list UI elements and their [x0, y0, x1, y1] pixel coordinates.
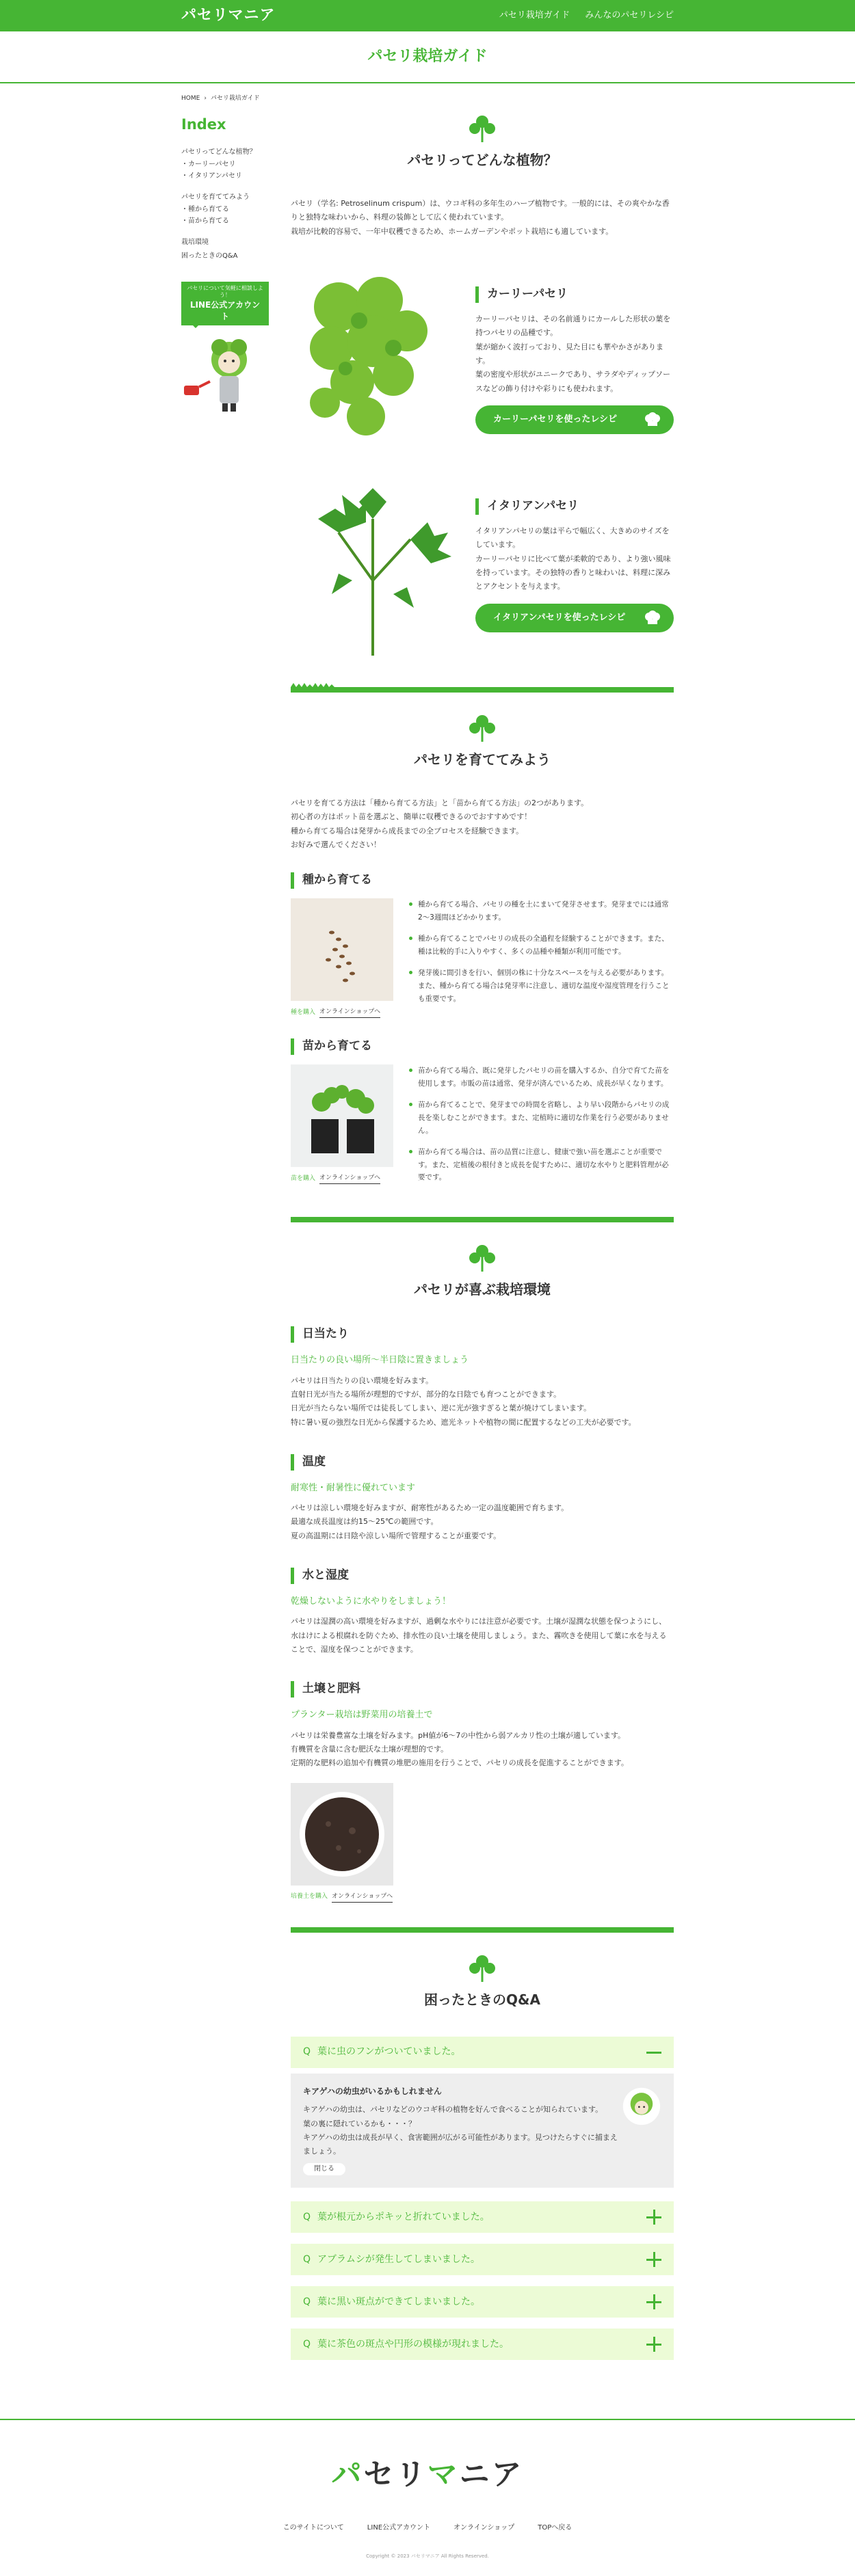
copyright: Copyright © 2023 パセリマニア All Rights Reserved.	[366, 2553, 489, 2560]
variety-curly	[291, 266, 674, 451]
soil-text: パセリは栄養豊富な土壌を好みます。pH値が6〜7の中性から弱アルカリ性の土壌が適しています。 有機質を含量に含む肥沃な土壌が理想的です。 定期的な肥料の追加や有機質の堆肥の施用を行うことで、パセリの成長を促進することができます。	[291, 1730, 629, 1768]
grow-title: パセリを育ててみよう	[414, 751, 551, 768]
index-link-grow[interactable]: パセリを育ててみよう	[181, 193, 250, 201]
index-link-seed[interactable]: ・種から育てる	[181, 205, 229, 213]
page-title: パセリ栽培ガイド	[367, 48, 488, 66]
seed-bullets	[408, 898, 674, 1018]
sidebar	[181, 93, 270, 2371]
curly-recipe-label: カーリーパセリを使ったレシピ	[493, 414, 618, 425]
section-intro	[291, 93, 674, 693]
parsley-leaf-icon	[467, 113, 497, 144]
footer-link-about[interactable]: このサイトについて	[282, 2524, 344, 2532]
curly-parsley-image	[291, 266, 455, 451]
variety-italian	[291, 478, 674, 662]
list-item: 種から育てることでパセリの成長の全過程を経験することができます。また、種は比較的手に入りやすく、多くの品種や種類が利用可能です。	[408, 933, 674, 958]
chef-hat-icon	[644, 412, 661, 427]
index-link-italian[interactable]: ・イタリアンパセリ	[181, 172, 242, 180]
index-link-curly[interactable]: ・カーリーパセリ	[181, 160, 236, 168]
site-logo[interactable]: パセリマニア	[181, 7, 276, 25]
logo-part: パ	[331, 2457, 364, 2493]
seedling-title: 苗から育てる	[291, 1038, 674, 1055]
parsley-leaf-icon	[467, 713, 497, 743]
logo-part: ニア	[459, 2457, 524, 2493]
line-badge-big: LINE公式アカウント	[189, 299, 261, 321]
plus-icon[interactable]	[646, 2294, 661, 2309]
soil-subtitle: プランター栽培は野菜用の培養土で	[291, 1710, 433, 1721]
italian-title: イタリアンパセリ	[475, 498, 674, 515]
parsley-leaf-icon	[467, 1953, 497, 1983]
sunlight-title: 日当たり	[291, 1326, 674, 1343]
faq-answer	[291, 2074, 674, 2188]
italian-recipe-button[interactable]	[475, 604, 674, 632]
env-title: パセリが喜ぶ栽培環境	[414, 1281, 551, 1298]
grass-divider	[291, 1213, 674, 1222]
online-shop-link[interactable]: オンラインショップへ	[319, 1006, 380, 1018]
water-text: パセリは湿潤の高い環境を好みますが、過剰な水やりには注意が必要です。土壌が湿潤な状態を保つようにし、水はけによる根腐れを防ぐため、排水性の良い土壌を使用しましょう。また、霧吹きを使用して葉に水を与えることで、湿度を保つことができます。	[291, 1617, 667, 1654]
footer-link-shop[interactable]: オンラインショップ	[453, 2524, 515, 2532]
footer-link-line[interactable]: LINE公式アカウント	[367, 2524, 431, 2532]
curly-title: カーリーパセリ	[475, 286, 674, 303]
seed-row	[291, 898, 674, 1018]
index-link-seedling[interactable]: ・苗から育てる	[181, 217, 229, 225]
line-badge[interactable]	[181, 282, 269, 325]
line-banner[interactable]	[181, 282, 270, 420]
answer-text: キアゲハの幼虫は、パセリなどのウコギ科の植物を好んで食べることが知られています。 葉の裏に隠れているかも・・・？ キアゲハの幼虫は成長が早く、食害範囲が広がる可能性があります。見つけたらすぐに捕まえましょう。	[303, 2105, 618, 2156]
faq-question-text: 葉に虫のフンがついていました。	[317, 2046, 461, 2058]
plus-icon[interactable]	[646, 2210, 661, 2225]
sunlight-subtitle: 日当たりの良い場所〜半日陰に置きましょう	[291, 1355, 469, 1366]
intro-text: パセリ（学名: Petroselinum crispum）は、ウコギ科の多年生のハーブ植物です。一般的には、その爽やかな香りと独特な味わいから、料理の装飾として広く使われています。 栽培が比較的容易で、一年中収穫できるため、ホームガーデンやポット栽培にも適しています。	[291, 199, 670, 236]
faq-question-text: 葉に茶色の斑点や円形の模様が現れました。	[317, 2338, 510, 2350]
site-footer	[0, 2419, 855, 2576]
grass-divider	[291, 1923, 674, 1933]
soil-image	[291, 1783, 393, 1886]
temperature-title: 温度	[291, 1454, 674, 1471]
temperature-text: パセリは涼しい環境を好みますが、耐寒性があるため一定の温度範囲で育ちます。 最適な成長温度は約15〜25℃の範囲です。 夏の高温期には日陰や涼しい場所で管理することが重要です。	[291, 1503, 569, 1540]
q-mark: Q	[303, 2296, 311, 2307]
q-mark: Q	[303, 2046, 311, 2058]
faq-question[interactable]	[291, 2244, 674, 2275]
header-nav	[499, 8, 674, 23]
faq-question-open[interactable]	[291, 2037, 674, 2068]
main-content	[291, 93, 674, 2371]
faq-question-text: 葉が根元からポキッと折れていました。	[317, 2211, 490, 2223]
index-link-plant[interactable]: パセリってどんな植物？	[181, 148, 256, 156]
breadcrumb-home[interactable]: HOME	[181, 95, 200, 102]
answer-title: キアゲハの幼虫がいるかもしれません	[303, 2086, 442, 2096]
parsley-mascot-icon	[181, 332, 263, 414]
seedling-bullets	[408, 1064, 674, 1192]
buy-seed-link[interactable]: 種を購入	[291, 1008, 316, 1016]
buy-soil-link[interactable]: 培養土を購入	[291, 1893, 328, 1901]
list-item: 発芽後に間引きを行い、個別の株に十分なスペースを与える必要があります。また、種から育てる場合は発芽率に注意し、適切な温度や湿度管理を行うことも重要です。	[408, 967, 674, 1006]
faq-question-text: アブラムシが発生してしまいました。	[317, 2253, 480, 2265]
italian-text: イタリアンパセリの葉は平らで幅広く、大きめのサイズをしています。 カーリーパセリに比べて葉が柔軟的であり、より強い風味を持っています。その独特の香りと味わいは、料理に深みとアクセントを与えます。	[475, 526, 671, 591]
curly-text: カーリーパセリは、その名前通りにカールした形状の葉を持つパセリの品種です。 葉が縮かく波打っており、見た目にも華やかさがあります。 葉の密度や形状がユニークであり、サラダやディップソースなどの飾り付けや彩りにも使われます。	[475, 314, 671, 393]
sunlight-text: パセリは日当たりの良い環境を好みます。 直射日光が当たる場所が理想的ですが、部分的な日陰でも育つことができます。 日光が当たらない場所では徒長してしまい、逆に光が強すぎると葉が焼けてしまいます。 特に暑い夏の強烈な日光から保護するため、遮光ネットや植物の間に配置するなどの工夫が必要です。	[291, 1376, 636, 1427]
water-subtitle: 乾燥しないように水やりをしましょう！	[291, 1596, 451, 1607]
logo-part: マ	[427, 2457, 460, 2493]
water-title: 水と湿度	[291, 1568, 674, 1584]
footer-logo[interactable]	[0, 2447, 855, 2501]
section-environment	[291, 1222, 674, 1932]
faq-question[interactable]	[291, 2286, 674, 2318]
seedling-row	[291, 1064, 674, 1192]
footer-nav	[0, 2522, 855, 2534]
grass-divider	[291, 683, 674, 693]
online-shop-link[interactable]: オンラインショップへ	[332, 1891, 393, 1903]
seed-image	[291, 898, 393, 1001]
line-badge-small: パセリについて気軽に相談しよう！	[187, 284, 263, 299]
curly-recipe-button[interactable]	[475, 405, 674, 434]
footer-link-top[interactable]: TOPへ戻る	[538, 2524, 573, 2532]
soil-title: 土壌と肥料	[291, 1681, 674, 1698]
faq-title: 困ったときのQ&A	[424, 1991, 540, 2008]
section-faq	[291, 1933, 674, 2361]
faq-question-text: 葉に黒い斑点ができてしまいました。	[317, 2296, 481, 2307]
breadcrumb	[181, 93, 270, 104]
plus-icon[interactable]	[646, 2252, 661, 2267]
grow-text: パセリを育てる方法は「種から育てる方法」と「苗から育てる方法」の2つがあります。 初心者の方はポット苗を選ぶと、簡単に収穫できるのでおすすめです！ 種から育てる場合は発芽から成長までの全プロセスを経験できます。 お好みで選んでください！	[291, 799, 589, 850]
breadcrumb-current: パセリ栽培ガイド	[210, 95, 260, 102]
faq-question[interactable]	[291, 2329, 674, 2360]
nav-recipes[interactable]: みんなのパセリレシピ	[585, 10, 674, 21]
list-item: 種から育てる場合、パセリの種を土にまいて発芽させます。発芽までには通常2〜3週間ほどかかります。	[408, 898, 674, 924]
section-grow	[291, 693, 674, 1222]
site-header	[0, 0, 855, 31]
seedling-image	[291, 1064, 393, 1167]
list-item: 苗から育てる場合は、苗の品質に注意し、健康で強い苗を選ぶことが重要です。また、定植後の根付きと成長を促すために、適切な水やりと肥料管理が必要です。	[408, 1146, 674, 1185]
mascot-avatar-icon	[622, 2084, 661, 2128]
minus-icon[interactable]	[646, 2045, 661, 2060]
plus-icon[interactable]	[646, 2337, 661, 2352]
italian-parsley-image	[291, 478, 455, 662]
index-link-faq[interactable]: 困ったときのQ&A	[181, 252, 238, 260]
list-item: 苗から育てる場合、既に発芽したパセリの苗を購入するか、自分で育てた苗を使用します。市販の苗は通常、発芽が済んでいるため、成長が早くなります。	[408, 1064, 674, 1090]
online-shop-link[interactable]: オンラインショップへ	[319, 1172, 380, 1184]
logo-part: セリ	[363, 2457, 428, 2493]
nav-guide[interactable]: パセリ栽培ガイド	[499, 10, 570, 21]
seed-title: 種から育てる	[291, 872, 674, 889]
index-link-env[interactable]: 栽培環境	[181, 238, 209, 246]
q-mark: Q	[303, 2338, 311, 2350]
faq-list	[291, 2037, 674, 2361]
close-answer-button[interactable]: 閉じる	[303, 2163, 345, 2175]
intro-title: パセリってどんな植物？	[407, 152, 557, 168]
parsley-leaf-icon	[467, 1243, 497, 1273]
faq-question[interactable]	[291, 2201, 674, 2233]
list-item: 苗から育てることで、発芽までの時間を省略し、より早い段階からパセリの成長を楽しむことができます。また、定植時に適切な作業を行う必要がありません。	[408, 1099, 674, 1138]
q-mark: Q	[303, 2253, 311, 2265]
temperature-subtitle: 耐寒性・耐暑性に優れています	[291, 1482, 416, 1493]
breadcrumb-separator: ›	[204, 95, 207, 102]
italian-recipe-label: イタリアンパセリを使ったレシピ	[493, 612, 626, 623]
page-title-bar	[0, 31, 855, 83]
index-title: Index	[181, 116, 226, 133]
q-mark: Q	[303, 2211, 311, 2223]
chef-hat-icon	[644, 611, 661, 626]
buy-seedling-link[interactable]: 苗を購入	[291, 1175, 316, 1182]
